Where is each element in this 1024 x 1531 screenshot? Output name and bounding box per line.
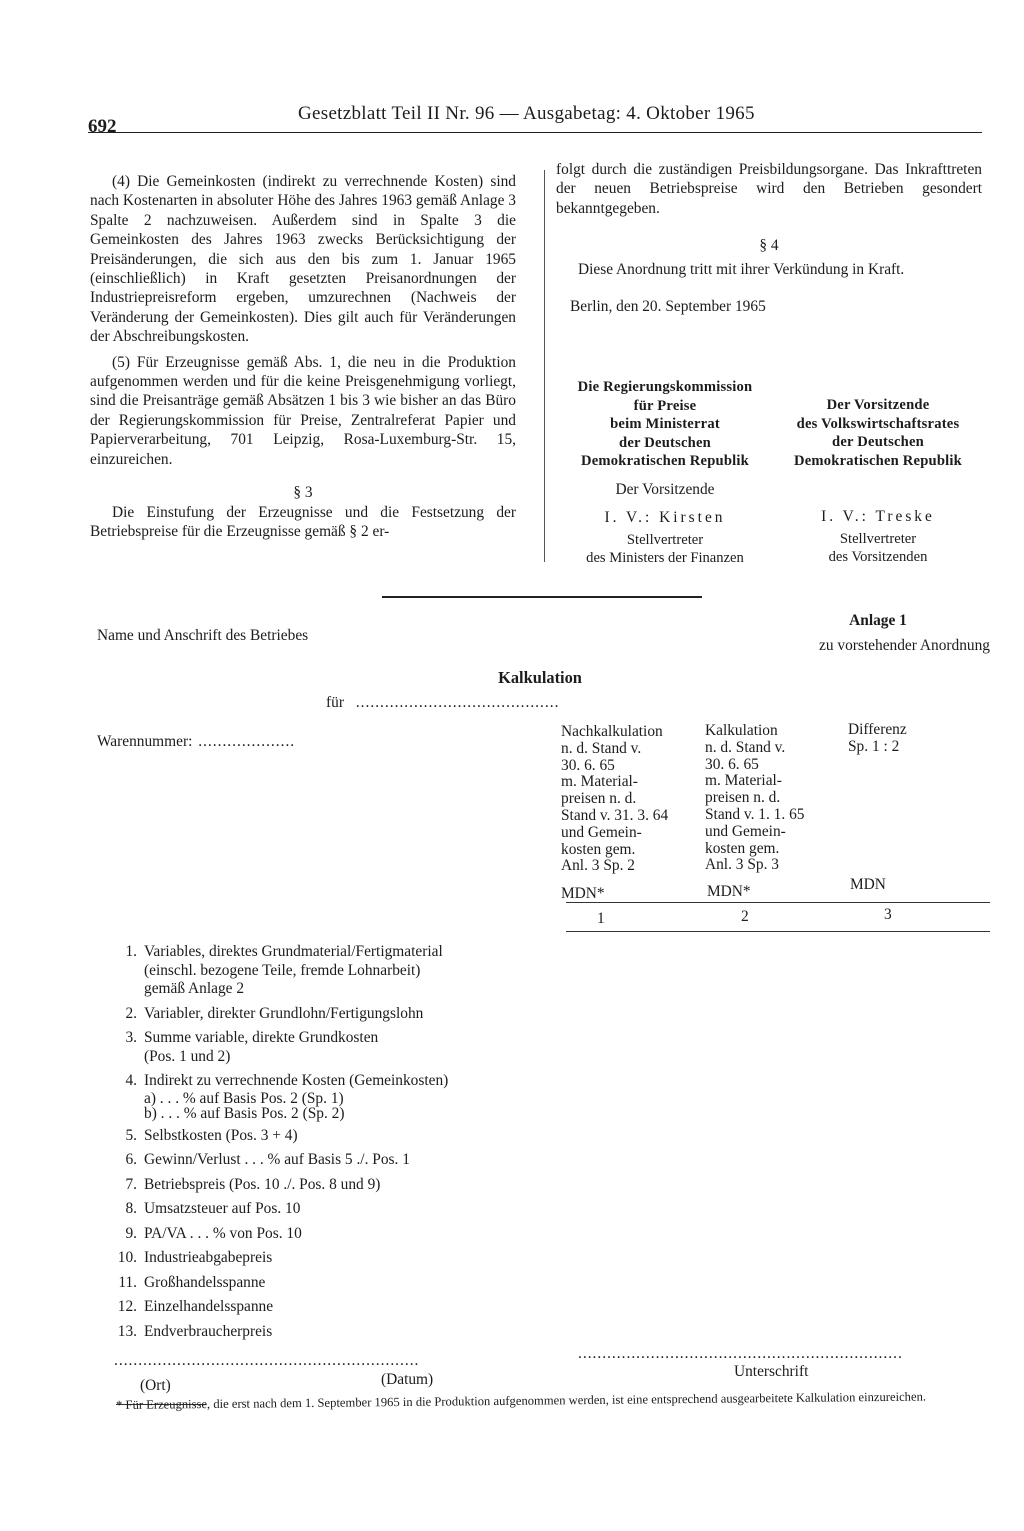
item-number: 3. <box>125 1029 137 1046</box>
continuation-text: folgt durch die zuständigen Preisbildungsorgane. Das Inkrafttreten der neuen Betriebspreise wird den Betrieben gesondert bekanntgegeben. <box>556 161 982 217</box>
item-number: 1. <box>125 943 137 960</box>
signatory-right-line2: des Volkswirtschaftsrates <box>796 415 960 432</box>
left-column <box>90 172 516 541</box>
signatory-left-title1: Stellvertreter <box>626 531 704 548</box>
signatory-right-title1: Stellvertreter <box>839 530 917 547</box>
column-header-2 <box>705 723 845 901</box>
list-item <box>108 1127 548 1146</box>
form-title: Kalkulation <box>498 668 582 687</box>
item-number: 10. <box>117 1249 137 1266</box>
page-number: 692 <box>88 116 117 137</box>
column-header-1 <box>561 724 701 903</box>
annex-subtitle: zu vorstehender Anordnung <box>819 637 990 654</box>
item-text: PA/VA . . . % von Pos. 10 <box>144 1224 302 1242</box>
item-text: Selbstkosten (Pos. 3 + 4) <box>144 1126 298 1144</box>
list-item <box>108 1005 548 1024</box>
item-text: Gewinn/Verlust . . . % auf Basis 5 ./. Pos. 1 <box>144 1151 410 1168</box>
signatory-left <box>556 378 774 568</box>
item-number-line <box>97 733 295 751</box>
section-4-heading: § 4 <box>759 237 779 255</box>
table-header-rule-top <box>566 902 990 903</box>
signatory-left-signature: I. V.: Kirsten <box>604 509 726 526</box>
item-number: 9. <box>125 1224 137 1242</box>
right-column <box>556 160 982 316</box>
item-number: 8. <box>125 1200 137 1217</box>
column-number-1: 1 <box>597 910 605 927</box>
place-date: Berlin, den 20. September 1965 <box>570 298 766 316</box>
item-number: 11. <box>118 1273 137 1291</box>
column-2-line: und Gemein- <box>705 822 786 840</box>
section-4-text: Diese Anordnung tritt mit ihrer Verkündung in Kraft. <box>578 260 905 278</box>
item-number: 13. <box>117 1322 137 1340</box>
signatory-left-title2: des Ministers der Finanzen <box>586 550 744 566</box>
column-2-line: m. Material- <box>705 772 782 790</box>
list-item <box>108 1176 548 1195</box>
signature-label: Unterschrift <box>734 1363 809 1380</box>
column-1-line: Stand v. 31. 3. 64 <box>561 806 669 824</box>
item-text: Industrieabgabepreis <box>144 1249 273 1266</box>
item-number: 6. <box>125 1151 137 1168</box>
column-3-unit: MDN <box>850 876 886 893</box>
signatory-left-line1: Die Regierungskommission <box>577 379 753 395</box>
item-text: Großhandelsspanne <box>144 1273 266 1291</box>
column-1-line: n. d. Stand v. <box>561 739 642 757</box>
item-number: 7. <box>125 1175 137 1193</box>
paragraph-5: (5) Für Erzeugnisse gemäß Abs. 1, die neu in die Produktion aufgenommen werden und für die keine Preisgenehmigung vorliegt, sind die Preisanträge gemäß Absätzen 1 bis 3 wie bisher an das Büro der Regierungskommission für Preise, Zentralreferat Papier und Papierverarbeitung, 701 Leipzig, Rosa-Luxemburg-Str. 15, einzureichen. <box>90 353 516 468</box>
list-item <box>108 1200 548 1219</box>
item-text: Betriebspreis (Pos. 10 ./. Pos. 8 und 9) <box>144 1175 381 1193</box>
list-item <box>108 1029 548 1066</box>
item-text: (Pos. 1 und 2) <box>144 1047 231 1065</box>
list-item <box>108 1151 548 1170</box>
item-text: Variables, direktes Grundmaterial/Fertigmaterial <box>144 943 443 960</box>
item-number-label: Warennummer: <box>97 733 193 750</box>
column-divider <box>544 170 545 562</box>
column-1-line: kosten gem. <box>561 840 636 858</box>
list-item <box>108 1323 548 1342</box>
item-text: (einschl. bezogene Teile, fremde Lohnarbeit) <box>144 961 421 979</box>
paragraph-4: (4) Die Gemeinkosten (indirekt zu verrechnende Kosten) sind nach Kostenarten in absoluter Höhe des Jahres 1963 gemäß Anlage 3 Spalte 2 nachzuweisen. Außerdem sind in Spalte 3 die Gemeinkosten des Jahres 1963 zwecks Berücksichtigung der Preisänderungen, die sich aus den bis zum 1. Januar 1965 (einschließlich) in Kraft gesetzten Preisanordnungen der Industriepreisreform ergeben, umzurechnen (Nachweis der Veränderung der Gemeinkosten). Dies gilt auch für Veränderungen der Abschreibungskosten. <box>90 173 516 346</box>
list-item <box>108 1072 548 1121</box>
item-number: 12. <box>117 1298 137 1315</box>
section-3-heading: § 3 <box>293 484 313 502</box>
column-2-line: Kalkulation <box>705 722 778 739</box>
calculation-items <box>108 943 548 1347</box>
list-item <box>108 1249 548 1268</box>
column-2-line: kosten gem. <box>705 839 780 857</box>
signatory-left-line4: der Deutschen <box>619 434 711 451</box>
section-3-text: Die Einstufung der Erzeugnisse und die Festsetzung der Betriebspreise für die Erzeugnisse gemäß § 2 er- <box>90 503 516 540</box>
date-label: (Datum) <box>381 1371 434 1388</box>
company-label: Name und Anschrift des Betriebes <box>97 627 309 644</box>
column-number-3: 3 <box>884 906 892 923</box>
column-1-line: 30. 6. 65 <box>561 756 615 774</box>
page-header-title: Gesetzblatt Teil II Nr. 96 — Ausgabetag: 4. Oktober 1965 <box>298 103 755 124</box>
column-1-line: m. Material- <box>561 773 638 791</box>
item-text: gemäß Anlage 2 <box>144 980 245 997</box>
list-item <box>108 1298 548 1317</box>
item-text: b) . . . % auf Basis Pos. 2 (Sp. 2) <box>144 1104 345 1122</box>
signatory-right-line1: Der Vorsitzende <box>826 397 930 413</box>
column-number-2: 2 <box>741 908 749 925</box>
list-item <box>108 943 548 999</box>
signature-dotted-line: ................................................................... <box>578 1345 903 1362</box>
item-number: 5. <box>125 1126 137 1144</box>
signatory-right-line3: der Deutschen <box>832 434 924 450</box>
item-number: 2. <box>125 1004 137 1022</box>
signatory-right-line4: Demokratischen Republik <box>794 452 962 469</box>
signatory-right-signature: I. V.: Treske <box>821 508 935 525</box>
signatory-right-title2: des Vorsitzenden <box>828 549 928 565</box>
item-number: 4. <box>125 1072 137 1089</box>
list-item <box>108 1225 548 1244</box>
signatory-right <box>772 396 984 567</box>
column-2-line: n. d. Stand v. <box>705 738 786 756</box>
item-text: Einzelhandelsspanne <box>144 1298 274 1315</box>
item-text: Endverbraucherpreis <box>144 1322 273 1340</box>
section-separator-rule <box>382 596 702 598</box>
header-rule <box>88 132 982 133</box>
annex-title: Anlage 1 <box>849 612 907 629</box>
place-date-dotted-line: ............................................................... <box>114 1352 420 1369</box>
signatory-left-line3: beim Ministerrat <box>610 416 720 432</box>
list-item <box>108 1274 548 1293</box>
item-text: Umsatzsteuer auf Pos. 10 <box>144 1200 301 1217</box>
item-text: Indirekt zu verrechnende Kosten (Gemeinkosten) <box>144 1072 449 1089</box>
footnote: * Für Erzeugnisse, die erst nach dem 1. September 1965 in die Produktion aufgenommen werden, ist eine entsprechend ausgearbeitete Kalkulation einzureichen. <box>116 1389 927 1412</box>
column-1-line: und Gemein- <box>561 823 642 841</box>
column-header-3 <box>848 722 958 756</box>
column-2-line: Anl. 3 Sp. 3 <box>705 856 779 874</box>
column-3-line: Sp. 1 : 2 <box>848 737 900 755</box>
column-2-unit: MDN* <box>707 883 751 901</box>
column-2-line: preisen n. d. <box>705 789 781 807</box>
for-label: für <box>326 694 344 711</box>
signatory-left-line5: Demokratischen Republik <box>581 453 749 469</box>
column-2-line: 30. 6. 65 <box>705 755 759 773</box>
signatory-left-line2: für Preise <box>633 397 697 414</box>
place-label: (Ort) <box>140 1377 171 1394</box>
table-header-rule-bottom <box>566 931 990 932</box>
column-1-line: preisen n. d. <box>561 790 637 808</box>
column-3-line: Differenz <box>848 721 907 738</box>
item-number-dots: .................... <box>198 733 296 750</box>
for-line <box>326 694 559 712</box>
for-dots: .......................................... <box>355 694 560 711</box>
signatory-left-role: Der Vorsitzende <box>615 480 715 498</box>
column-1-line: Anl. 3 Sp. 2 <box>561 857 635 875</box>
item-text: Summe variable, direkte Grundkosten <box>144 1029 379 1046</box>
column-1-line: Nachkalkulation <box>561 723 663 740</box>
column-1-unit: MDN* <box>561 885 605 903</box>
column-2-line: Stand v. 1. 1. 65 <box>705 805 805 823</box>
item-text: a) . . . % auf Basis Pos. 2 (Sp. 1) <box>144 1089 344 1107</box>
item-text: Variabler, direkter Grundlohn/Fertigungslohn <box>144 1004 424 1022</box>
